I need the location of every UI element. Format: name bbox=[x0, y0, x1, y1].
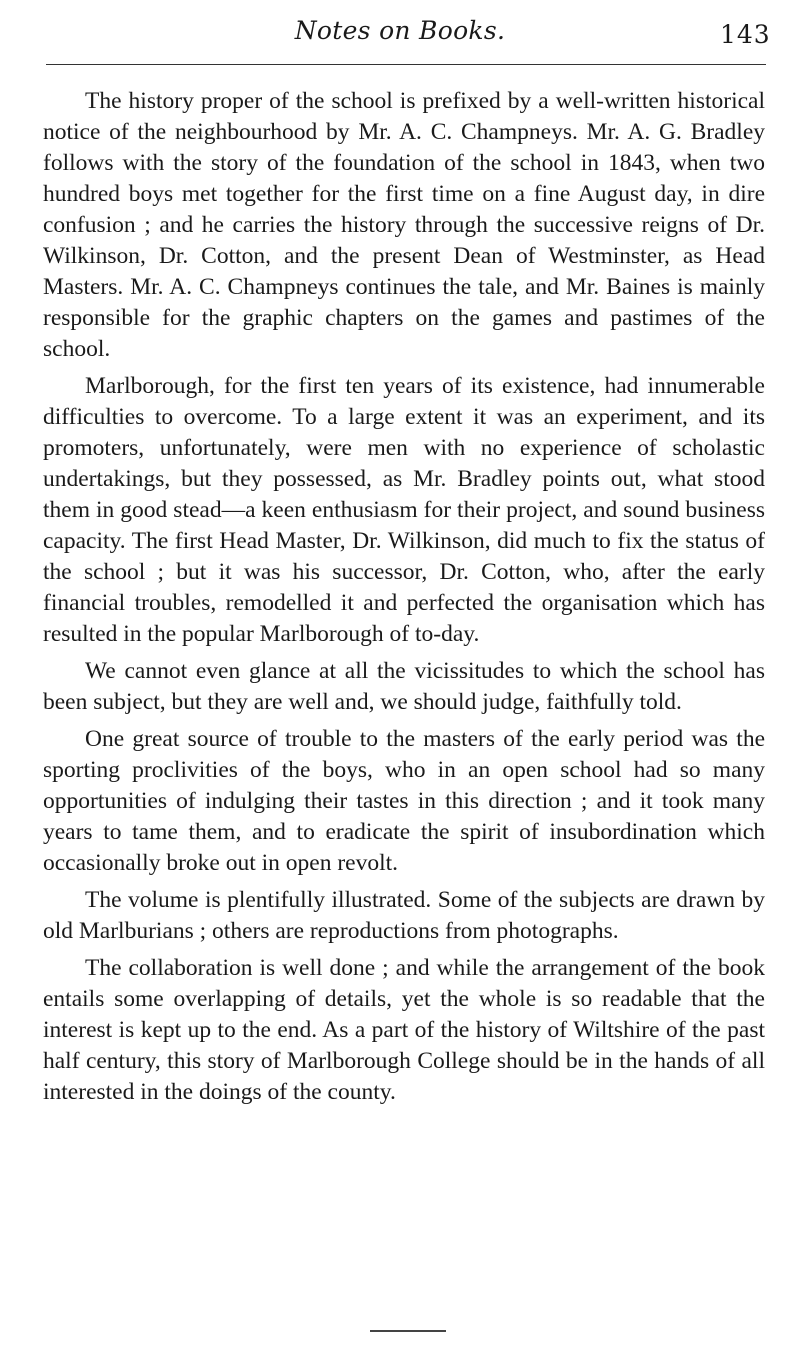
header-rule bbox=[46, 64, 766, 65]
paragraph: The history proper of the school is prefixed by a well-written historical notice of the neighbourhood by Mr. A. C. Champneys. Mr. A. G. Bradley follows with the story of the foundation of the school in 1843, when two hundred boys met together for the first time on a fine August day, in dire confusion ; and he carries the history through the successive reigns of Dr. Wilkinson, Dr. Cotton, and the present Dean of Westminster, as Head Masters. Mr. A. C. Champneys continues the tale, and Mr. Baines is mainly responsible for the graphic chapters on the games and pastimes of the school. bbox=[43, 88, 765, 362]
section-end-rule bbox=[370, 1330, 446, 1332]
paragraph: Marlborough, for the first ten years of its existence, had innumerable difficulties to overcome. To a large extent it was an experiment, and its promoters, unfortunately, were men with no experience of scholastic undertakings, but they possessed, as Mr. Bradley points out, what stood them in good stead—a keen enthusiasm for their project, and sound business capacity. The first Head Master, Dr. Wilkinson, did much to fix the status of the school ; but it was his successor, Dr. Cotton, who, after the early financial troubles, remodelled it and perfected the organisation which has resulted in the popular Marlborough of to-day. bbox=[43, 373, 765, 647]
paragraph: One great source of trouble to the masters of the early period was the sporting proclivities of the boys, who in an open school had so many opportunities of indulging their tastes in this direction ; and it took many years to tame them, and to eradicate the spirit of insubordination which occasionally broke out in open revolt. bbox=[43, 726, 765, 876]
paragraph: The collaboration is well done ; and while the arrangement of the book entails some overlapping of details, yet the whole is so readable that the interest is kept up to the end. As a part of the history of Wiltshire of the past half century, this story of Marlborough College should be in the hands of all interested in the doings of the county. bbox=[43, 955, 765, 1105]
paragraph: The volume is plentifully illustrated. Some of the subjects are drawn by old Marlburians ; others are reproductions from photographs. bbox=[43, 887, 765, 944]
paragraph: We cannot even glance at all the vicissitudes to which the school has been subject, but they are well and, we should judge, faithfully told. bbox=[43, 658, 765, 715]
page-number: 143 bbox=[720, 20, 771, 49]
running-title: Notes on Books. bbox=[294, 16, 506, 45]
page-header bbox=[0, 14, 800, 54]
article-body bbox=[43, 86, 765, 1114]
